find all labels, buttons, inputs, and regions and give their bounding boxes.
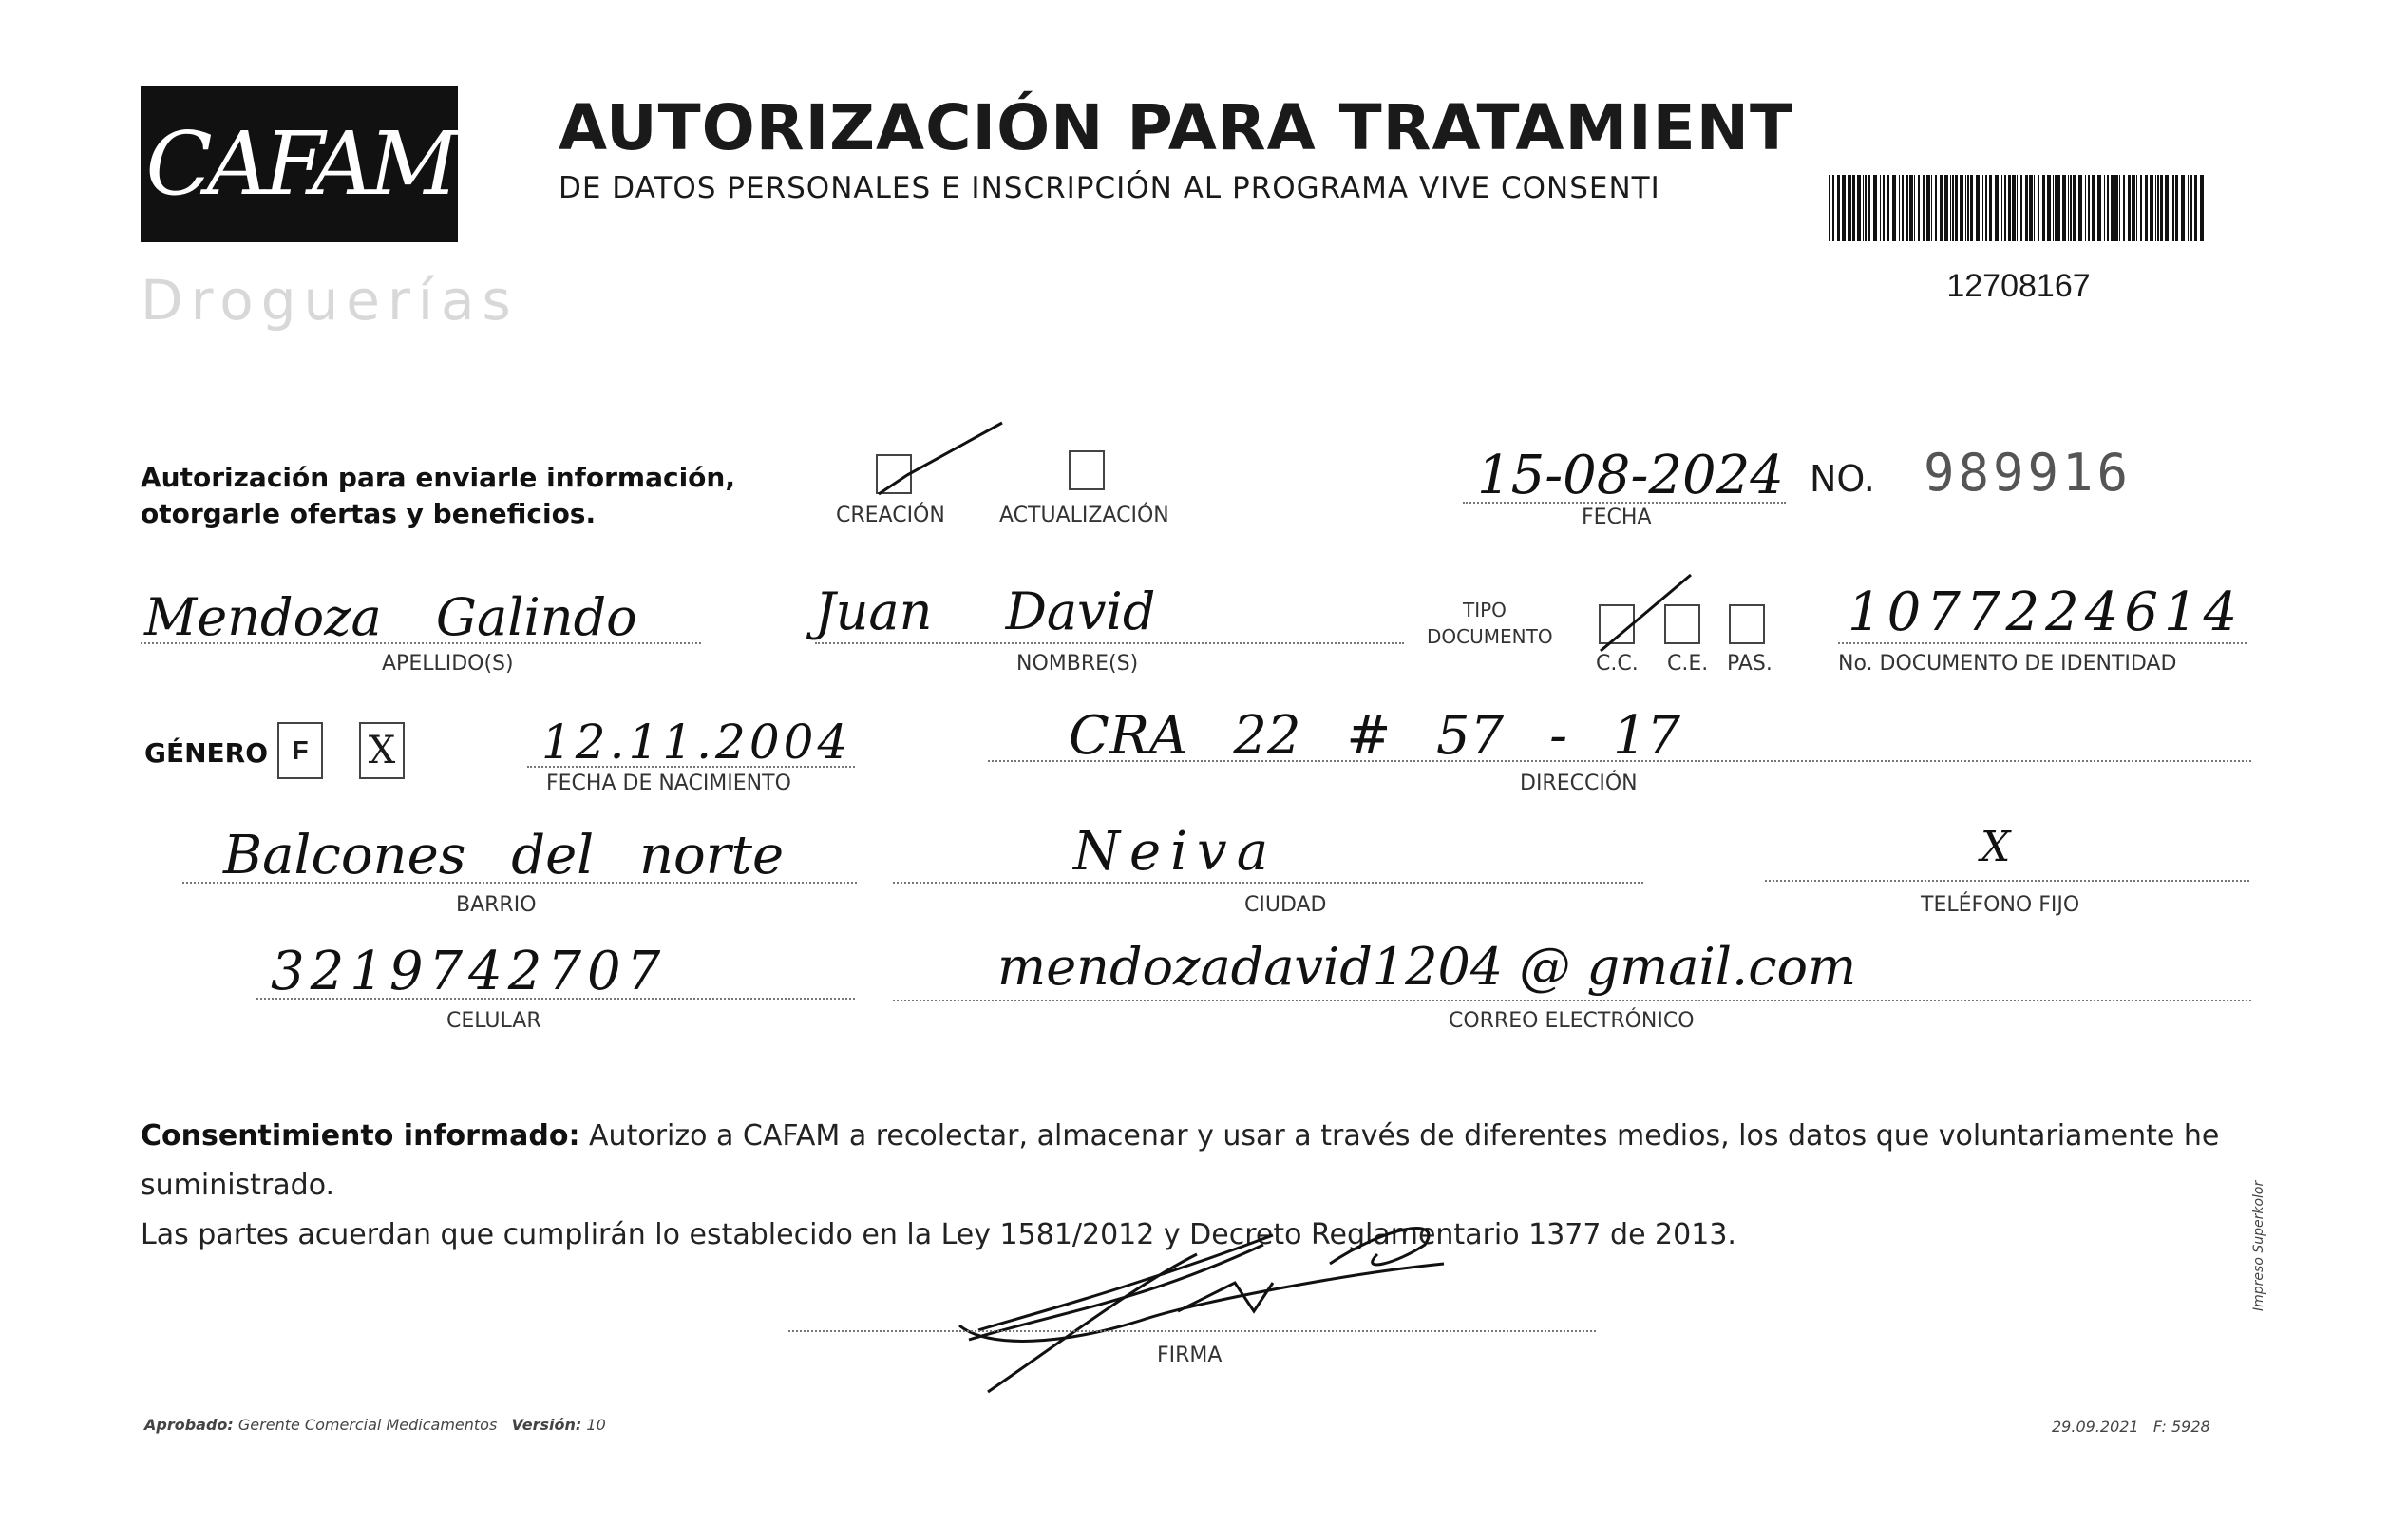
side-imprint: Impreso Superkolor	[2251, 1180, 2266, 1311]
celular-value: 3219742707	[271, 941, 667, 1002]
ciudad-label: CIUDAD	[1244, 893, 1327, 917]
intro-line-2: otorgarle ofertas y beneficios.	[141, 498, 597, 529]
direccion-value: CRA 22 # 57 - 17	[1069, 705, 1681, 767]
celular-label: CELULAR	[446, 1009, 541, 1033]
ce-checkbox[interactable]	[1664, 604, 1700, 644]
logo-text: CAFAM	[145, 113, 453, 215]
correo-label: CORREO ELECTRÓNICO	[1449, 1009, 1695, 1033]
doc-value: 1077224614	[1848, 581, 2244, 643]
version-label: Versión:	[511, 1416, 582, 1434]
creacion-check-mark	[869, 418, 1012, 504]
no-value: 989916	[1924, 443, 2133, 503]
correo-value: mendozadavid1204 @ gmail.com	[997, 937, 1857, 997]
creacion-label: CREACIÓN	[836, 504, 945, 527]
ce-label: C.E.	[1667, 652, 1709, 676]
footer-date: 29.09.2021	[2052, 1418, 2139, 1436]
actualizacion-checkbox[interactable]	[1069, 450, 1105, 490]
cafam-logo	[141, 86, 458, 242]
genero-label: GÉNERO	[144, 737, 269, 769]
nacimiento-value: 12.11.2004	[541, 715, 852, 770]
consent-text-2: Las partes acuerdan que cumplirán lo establecido en la Ley 1581/2012 y Decreto Reglamentario 1377 de 2013.	[141, 1218, 1736, 1251]
aprobado-label: Aprobado:	[144, 1416, 234, 1434]
nombre-value: Juan David	[815, 581, 1156, 641]
genero-m-box[interactable]: X	[359, 722, 405, 779]
barcode-number: 12708167	[1946, 268, 2091, 304]
fecha-value: 15-08-2024	[1477, 445, 1784, 506]
telefono-value: X	[1981, 823, 2011, 871]
nacimiento-label: FECHA DE NACIMIENTO	[546, 772, 791, 795]
barcode	[1829, 175, 2209, 241]
barrio-value: Balcones del norte	[223, 825, 785, 886]
barrio-label: BARRIO	[456, 893, 537, 917]
consent-text-1: Autorizo a CAFAM a recolectar, almacenar y usar a través de diferentes medios, los datos que voluntariamente he suministrado.	[141, 1119, 2220, 1202]
apellido-label: APELLIDO(S)	[382, 652, 514, 676]
pas-checkbox[interactable]	[1729, 604, 1765, 644]
direccion-label: DIRECCIÓN	[1520, 772, 1638, 795]
nombre-label: NOMBRE(S)	[1016, 652, 1139, 676]
cc-label: C.C.	[1596, 652, 1639, 676]
apellido-value: Mendoza Galindo	[144, 587, 637, 647]
tipo-label-2: DOCUMENTO	[1427, 625, 1553, 648]
actualizacion-label: ACTUALIZACIÓN	[999, 504, 1169, 527]
aprobado-value: Gerente Comercial Medicamentos	[237, 1416, 498, 1434]
version-value: 10	[586, 1416, 606, 1434]
consent-heading: Consentimiento informado:	[141, 1119, 580, 1153]
ciudad-value: Neiva	[1073, 821, 1279, 883]
footer-code: F: 5928	[2152, 1418, 2210, 1436]
genero-f-box[interactable]: F	[277, 722, 323, 779]
intro-line-1: Autorización para enviarle información,	[141, 462, 735, 493]
form-title: AUTORIZACIÓN PARA TRATAMIENT	[559, 91, 1794, 164]
form-subtitle: DE DATOS PERSONALES E INSCRIPCIÓN AL PROGRAMA VIVE CONSENTI	[559, 171, 1660, 205]
footer-approved	[144, 1416, 606, 1434]
doc-label: No. DOCUMENTO DE IDENTIDAD	[1838, 652, 2177, 676]
telefono-label: TELÉFONO FIJO	[1921, 893, 2080, 917]
logo-subtitle: Droguerías	[141, 268, 519, 333]
fecha-label: FECHA	[1582, 505, 1652, 529]
firma-label: FIRMA	[1157, 1344, 1223, 1367]
signature-mark	[950, 1207, 1482, 1406]
no-label: NO.	[1810, 458, 1875, 500]
footer-date-code	[2052, 1418, 2210, 1436]
tipo-label-1: TIPO	[1463, 599, 1507, 621]
pas-label: PAS.	[1727, 652, 1773, 676]
